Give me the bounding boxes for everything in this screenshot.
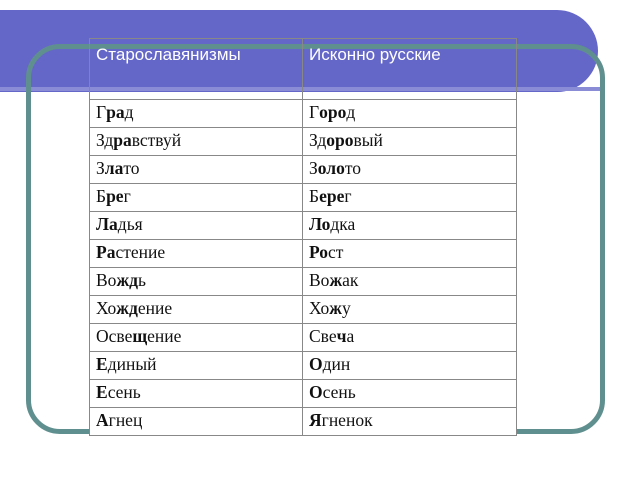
word-segment: Зд [309,130,327,150]
word-segment: Хо [309,298,330,318]
table-row [90,156,517,184]
header-old-slavonic: Старославянизмы [90,39,303,100]
word-segment: то [344,158,362,178]
table-row [90,408,517,436]
word-segment: Све [309,326,337,346]
table-row [90,100,517,128]
native-russian-word [303,352,517,380]
word-segment: ение [147,326,182,346]
word-segment: диный [107,354,157,374]
highlighted-segment: ра [106,102,125,122]
word-segment: дин [322,354,351,374]
table-row [90,240,517,268]
word-segment: Во [96,270,117,290]
word-segment: З [96,158,105,178]
old-slavonic-word [90,268,303,296]
table-row [90,380,517,408]
native-russian-word [303,240,517,268]
highlighted-segment: жд [116,270,138,290]
highlighted-segment: жд [116,298,138,318]
table-header-row [90,39,517,100]
highlighted-segment: Е [96,354,108,374]
header-native-russian: Исконно русские [303,39,517,100]
word-segment: гненок [321,410,373,430]
native-russian-word [303,128,517,156]
highlighted-segment: О [309,382,323,402]
word-segment: ь [137,270,146,290]
highlighted-segment: Ро [309,242,329,262]
highlighted-segment: Я [309,410,322,430]
highlighted-segment: оро [326,130,354,150]
highlighted-segment: ере [319,186,345,206]
highlighted-segment: ж [329,270,343,290]
table-row [90,184,517,212]
native-russian-word [303,268,517,296]
old-slavonic-word [90,156,303,184]
word-segment: Б [96,186,107,206]
word-segment: ак [342,270,359,290]
highlighted-segment: оло [317,158,345,178]
old-slavonic-word [90,240,303,268]
highlighted-segment: оро [319,102,347,122]
word-segment: у [342,298,351,318]
highlighted-segment: ж [329,298,342,318]
native-russian-word [303,380,517,408]
highlighted-segment: А [96,410,109,430]
highlighted-segment: ре [106,186,124,206]
word-segment: гнец [108,410,143,430]
word-segment: а [346,326,355,346]
native-russian-word [303,156,517,184]
old-slavonic-word [90,352,303,380]
word-segment: д [124,102,134,122]
word-segment: Осве [96,326,133,346]
word-segment: Зд [96,130,114,150]
word-segment: вый [353,130,383,150]
highlighted-segment: Ла [96,214,118,234]
word-segment: то [123,158,140,178]
word-segment: Б [309,186,320,206]
word-segment: стение [115,242,166,262]
comparison-table [89,38,517,436]
word-segment: сень [322,382,356,402]
word-segment: Г [309,102,320,122]
native-russian-word [303,408,517,436]
word-segment: Г [96,102,107,122]
old-slavonic-word [90,296,303,324]
highlighted-segment: ла [104,158,124,178]
highlighted-segment: О [309,354,323,374]
table-row [90,128,517,156]
old-slavonic-word [90,408,303,436]
word-segment: Хо [96,298,117,318]
word-segment: вствуй [131,130,182,150]
word-segment: Во [309,270,330,290]
highlighted-segment: щ [132,326,148,346]
table-row [90,324,517,352]
old-slavonic-word [90,212,303,240]
highlighted-segment: ра [113,130,132,150]
old-slavonic-word [90,184,303,212]
word-segment: г [344,186,352,206]
word-segment: дка [330,214,356,234]
native-russian-word [303,296,517,324]
table-row [90,268,517,296]
highlighted-segment: Ло [309,214,331,234]
native-russian-word [303,324,517,352]
word-segment: сень [107,382,141,402]
old-slavonic-word [90,380,303,408]
word-segment: ст [328,242,344,262]
word-segment: З [309,158,318,178]
old-slavonic-word [90,128,303,156]
table-row [90,296,517,324]
word-segment: дья [117,214,143,234]
word-segment: д [346,102,356,122]
word-segment: г [123,186,131,206]
native-russian-word [303,212,517,240]
native-russian-word [303,100,517,128]
highlighted-segment: Е [96,382,108,402]
highlighted-segment: Ра [96,242,116,262]
table-row [90,212,517,240]
word-segment: ение [137,298,173,318]
old-slavonic-word [90,100,303,128]
old-slavonic-word [90,324,303,352]
highlighted-segment: ч [336,326,347,346]
table-row [90,352,517,380]
native-russian-word [303,184,517,212]
